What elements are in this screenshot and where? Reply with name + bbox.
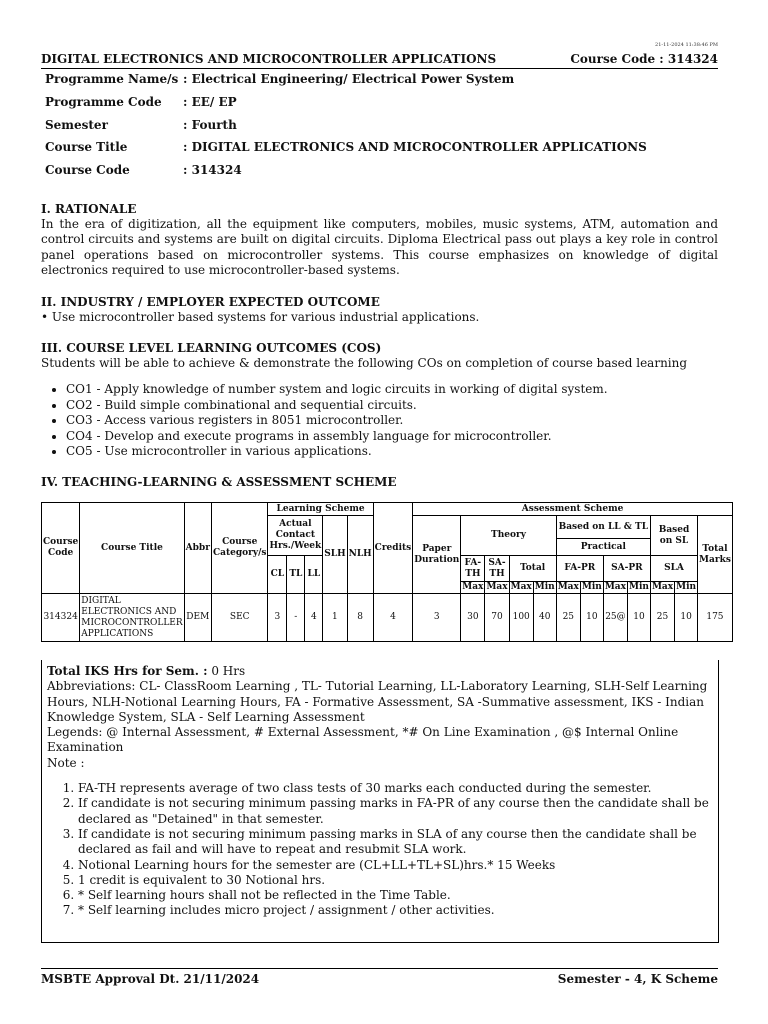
info-label: Course Title <box>45 140 128 155</box>
list-item: • CO1 - Apply knowledge of number system and logic circuits in working of digital system. <box>66 382 718 397</box>
iks-value: 0 Hrs <box>207 664 246 678</box>
list-item: 5. 1 credit is equivalent to 30 Notional hrs. <box>78 873 713 888</box>
list-item: 1. FA-TH represents average of two class tests of 30 marks each conducted during the semester. <box>78 781 713 796</box>
cell-code: 314324 <box>42 594 80 642</box>
cell-sath-max: 70 <box>485 594 509 642</box>
list-item: 3. If candidate is not securing minimum passing marks in SLA of any course then the candidate shall be declared as fail and will have to repeat and resubmit SLA work. <box>78 827 713 858</box>
info-row <box>45 95 647 118</box>
th-fa-pr: FA-PR <box>556 556 603 582</box>
info-value: : 314324 <box>183 163 242 178</box>
notes-list <box>47 781 713 919</box>
th-ll: LL <box>305 556 323 594</box>
list-item: • CO3 - Access various registers in 8051 microcontroller. <box>66 413 718 428</box>
list-item: • CO2 - Build simple combinational and sequential circuits. <box>66 398 718 413</box>
th-min: Min <box>534 582 555 592</box>
rationale-text: In the era of digitization, all the equipment like computers, mobiles, music systems, ATM, automation and control circuits and systems are built on digital circuits. Diploma Electrical pass out plays a key role in control panel operations based on microcontroller systems. This course emphasizes on knowledge of digital electronics required to use microcontroller-based systems. <box>41 217 718 278</box>
th-based-sl: Based on SL <box>650 516 697 556</box>
info-label: Course Code <box>45 163 130 178</box>
cell-fapr-min: 10 <box>580 594 603 642</box>
iks-line <box>47 664 713 679</box>
info-value: : DIGITAL ELECTRONICS AND MICROCONTROLLER APPLICATIONS <box>183 140 647 155</box>
th-min: Min <box>629 582 649 592</box>
th-total: Total <box>509 556 556 582</box>
legends: Legends: @ Internal Assessment, # External Assessment, *# On Line Examination , @$ Internal Online Examination <box>47 725 679 755</box>
th-abbr: Abbr <box>184 503 211 594</box>
th-paper-duration: Paper Duration <box>413 516 461 594</box>
cos-title: III. COURSE LEVEL LEARNING OUTCOMES (COS) <box>41 341 382 356</box>
footer-semester: Semester - 4, K Scheme <box>557 972 718 986</box>
cos-list <box>41 382 718 459</box>
cell-tl: - <box>287 594 305 642</box>
cell-cl: 3 <box>268 594 287 642</box>
th-max: Max <box>557 582 579 592</box>
th-course-title: Course Title <box>80 503 184 594</box>
info-value: : EE/ EP <box>183 94 237 109</box>
cell-category: SEC <box>211 594 268 642</box>
scheme-title: IV. TEACHING-LEARNING & ASSESSMENT SCHEME <box>41 475 397 490</box>
cell-sla-max: 25 <box>650 594 674 642</box>
iks-label: Total IKS Hrs for Sem. : <box>47 664 208 678</box>
th-sla: SLA <box>650 556 697 582</box>
list-item: 4. Notional Learning hours for the semester are (CL+LL+TL+SL)hrs.* 15 Weeks <box>78 858 713 873</box>
table-row <box>42 594 733 642</box>
list-item: • CO5 - Use microcontroller in various applications. <box>66 444 718 459</box>
info-row <box>45 72 647 95</box>
info-row <box>45 118 647 141</box>
course-info <box>45 72 647 186</box>
timestamp: 21-11-2024 11:38:46 PM <box>655 42 718 48</box>
industry-title: II. INDUSTRY / EMPLOYER EXPECTED OUTCOME <box>41 294 380 309</box>
rationale-title: I. RATIONALE <box>41 202 137 216</box>
info-value: : Fourth <box>183 117 237 132</box>
th-nlh: NLH <box>347 516 373 594</box>
th-max: Max <box>510 582 532 592</box>
th-slh: SLH <box>323 516 347 594</box>
list-item: 2. If candidate is not securing minimum passing marks in FA-PR of any course then the candidate shall be declared as "Detained" in that semester. <box>78 796 713 827</box>
cell-total-min: 40 <box>533 594 556 642</box>
th-tl: TL <box>287 556 305 594</box>
cell-ll: 4 <box>305 594 323 642</box>
th-total-marks: Total Marks <box>698 516 733 594</box>
th-min: Min <box>581 582 602 592</box>
industry-text: • Use microcontroller based systems for various industrial applications. <box>41 309 480 324</box>
cell-title: DIGITAL ELECTRONICS AND MICROCONTROLLER APPLICATIONS <box>80 594 184 642</box>
page-header <box>41 52 718 69</box>
th-max: Max <box>604 582 626 592</box>
info-label: Semester <box>45 117 108 132</box>
cell-nlh: 8 <box>347 594 373 642</box>
info-value: : Electrical Engineering/ Electrical Power System <box>183 72 515 86</box>
abbreviations: Abbreviations: CL- ClassRoom Learning , TL- Tutorial Learning, LL-Laboratory Learning, SLH-Self Learning Hours, NLH-Notional Learning Hours, FA - Formative Assessment, SA -Summative assessment, IKS - Indian Knowledge System, SLA - Self Learning Assessment <box>47 679 708 724</box>
th-contact-hrs: Actual Contact Hrs./Week <box>268 516 323 556</box>
info-label: Programme Code <box>45 94 162 109</box>
info-row <box>45 163 647 186</box>
cell-fath-max: 30 <box>461 594 485 642</box>
cell-total-max: 100 <box>509 594 533 642</box>
page-footer <box>41 968 718 986</box>
info-row <box>45 140 647 163</box>
cell-fapr-max: 25 <box>556 594 580 642</box>
list-item: • CO4 - Develop and execute programs in assembly language for microcontroller. <box>66 429 718 444</box>
scheme-table <box>41 502 733 642</box>
th-max: Max <box>462 582 484 592</box>
th-based-ll-tl: Based on LL & TL <box>556 516 650 539</box>
cell-sla-min: 10 <box>675 594 698 642</box>
cell-sapr-min: 10 <box>628 594 651 642</box>
header-title: DIGITAL ELECTRONICS AND MICROCONTROLLER APPLICATIONS <box>41 52 497 66</box>
th-fa-th: FA-TH <box>461 556 485 582</box>
footer-approval: MSBTE Approval Dt. 21/11/2024 <box>41 972 260 986</box>
cell-abbr: DEM <box>184 594 211 642</box>
main-content <box>41 202 718 490</box>
th-sa-pr: SA-PR <box>603 556 650 582</box>
th-max: Max <box>486 582 508 592</box>
th-max: Max <box>651 582 674 592</box>
header-course-code: Course Code : 314324 <box>570 52 718 66</box>
th-course-code: Course Code <box>42 503 80 594</box>
cell-slh: 1 <box>323 594 347 642</box>
th-assessment-scheme: Assessment Scheme <box>413 503 733 516</box>
notes-box <box>41 660 719 943</box>
note-label: Note : <box>47 755 85 770</box>
cell-credits: 4 <box>373 594 413 642</box>
cell-paper: 3 <box>413 594 461 642</box>
th-theory: Theory <box>461 516 556 556</box>
list-item: 7. * Self learning includes micro project / assignment / other activities. <box>78 903 713 918</box>
th-category: Course Category/s <box>211 503 268 594</box>
info-label: Programme Name/s <box>45 72 179 86</box>
th-learning-scheme: Learning Scheme <box>268 503 373 516</box>
th-credits: Credits <box>373 503 413 594</box>
cell-total-marks: 175 <box>698 594 733 642</box>
th-sa-th: SA-TH <box>485 556 509 582</box>
th-min: Min <box>676 582 697 592</box>
list-item: 6. * Self learning hours shall not be reflected in the Time Table. <box>78 888 713 903</box>
cell-sapr-max: 25@ <box>603 594 627 642</box>
th-cl: CL <box>268 556 287 594</box>
th-practical: Practical <box>556 539 650 556</box>
cos-intro: Students will be able to achieve & demonstrate the following COs on completion of course based learning <box>41 356 688 371</box>
